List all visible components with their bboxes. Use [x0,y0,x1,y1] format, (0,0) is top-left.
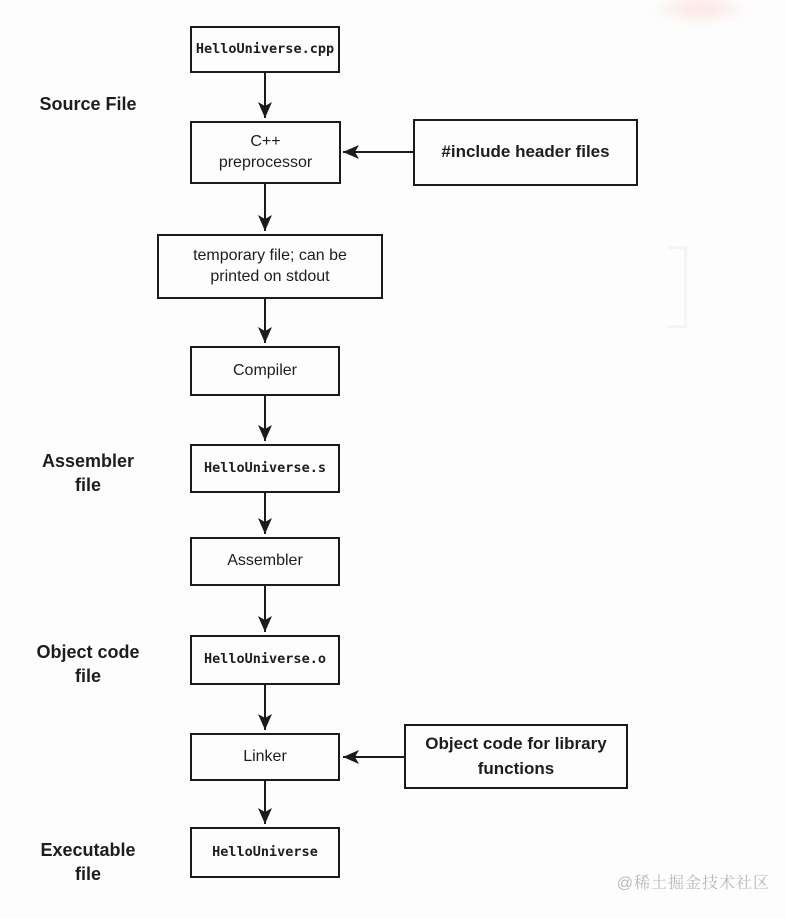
node-assembly-file-label: HelloUniverse.s [204,459,326,476]
node-compiler-label: Compiler [232,361,297,379]
node-linker-label: Linker [243,747,287,765]
node-temp-file-label: temporary file; can be printed on stdout [193,246,347,285]
node-preprocessor-label: C++ preprocessor [218,132,313,171]
annotation-object-library-label: Object code for library functions [425,733,607,778]
node-executable [190,827,340,878]
watermark-text: @稀土掘金技术社区 [616,875,770,892]
pink-smudge-artifact [650,0,750,26]
stage-label-executable-file: Executable file [40,840,136,884]
node-assembly-file [190,444,340,493]
stage-label-source-file: Source File [39,94,137,114]
node-assembler-label: Assembler [227,552,303,570]
node-linker [190,733,340,781]
node-executable-label: HelloUniverse [212,843,318,860]
stage-label-assembler-file: Assembler file [41,451,135,495]
stage-label-object-code-file: Object code file [36,642,140,686]
node-preprocessor [190,121,341,184]
annotation-include-headers-label: #include header files [441,142,610,162]
node-source-file-label: HelloUniverse.cpp [195,40,335,57]
node-assembler [190,537,340,586]
node-object-file-label: HelloUniverse.o [204,651,326,668]
annotation-include-headers [413,119,638,186]
node-compiler [190,346,340,396]
node-source-file [190,26,340,73]
node-temp-file [157,234,383,299]
faint-bracket-artifact [668,246,687,328]
annotation-object-library [404,724,628,789]
node-object-file [190,635,340,685]
